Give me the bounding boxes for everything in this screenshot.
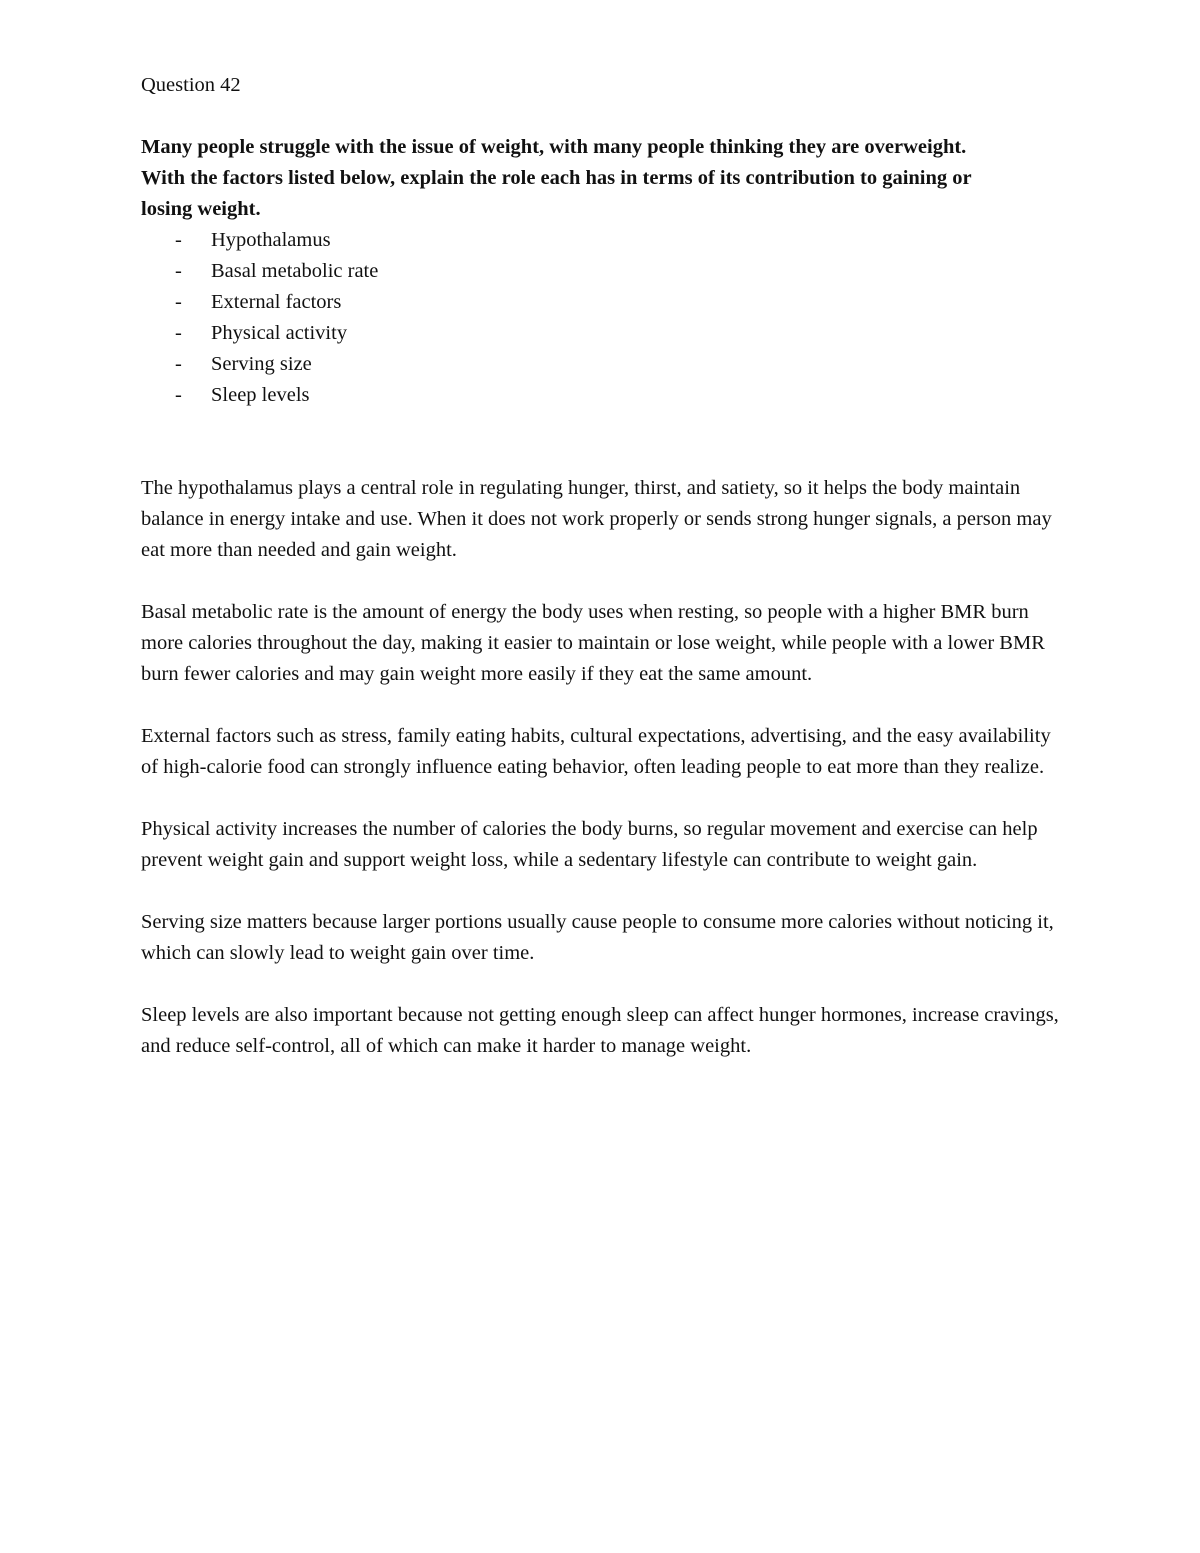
factor-label: Serving size	[211, 353, 312, 375]
factor-item	[141, 318, 1071, 349]
answer-physical-activity: Physical activity increases the number of calories the body burns, so regular movement and exercise can help prevent weight gain and support weight loss, while a sedentary lifestyle can contribute to weight gain.	[141, 818, 1038, 871]
answer-basal-metabolic-rate: Basal metabolic rate is the amount of energy the body uses when resting, so people with a higher BMR burn more calories throughout the day, making it easier to maintain or lose weight, while people with a lower BMR burn fewer calories and may gain weight more easily if they eat the same amount.	[141, 601, 1045, 685]
question-prompt: Many people struggle with the issue of weight, with many people thinking they are overweight. With the factors listed below, explain the role each has in terms of its contribution to gaining or losing weight.	[141, 136, 972, 220]
factor-list	[141, 225, 1071, 411]
dash-bullet: -	[175, 353, 182, 375]
dash-bullet: -	[175, 291, 182, 313]
factor-item	[141, 256, 1071, 287]
factor-label: Basal metabolic rate	[211, 260, 379, 282]
factor-item	[141, 349, 1071, 380]
question-label: Question 42	[141, 74, 241, 96]
factor-label: Physical activity	[211, 322, 348, 344]
dash-bullet: -	[175, 384, 182, 406]
factor-label: External factors	[211, 291, 342, 313]
factor-item	[141, 380, 1071, 411]
factor-label: Sleep levels	[211, 384, 310, 406]
dash-bullet: -	[175, 322, 182, 344]
factor-label: Hypothalamus	[211, 229, 331, 251]
answer-external-factors: External factors such as stress, family eating habits, cultural expectations, advertising, and the easy availability of high-calorie food can strongly influence eating behavior, often leading people to eat more than they realize.	[141, 725, 1051, 778]
answer-serving-size: Serving size matters because larger portions usually cause people to consume more calories without noticing it, which can slowly lead to weight gain over time.	[141, 911, 1054, 964]
dash-bullet: -	[175, 229, 182, 251]
factor-item	[141, 225, 1071, 256]
answer-sleep-levels: Sleep levels are also important because not getting enough sleep can affect hunger hormones, increase cravings, and reduce self-control, all of which can make it harder to manage weight.	[141, 1004, 1059, 1057]
document-body	[141, 70, 1071, 1093]
answer-hypothalamus: The hypothalamus plays a central role in regulating hunger, thirst, and satiety, so it helps the body maintain balance in energy intake and use. When it does not work properly or sends strong hunger signals, a person may eat more than needed and gain weight.	[141, 477, 1052, 561]
dash-bullet: -	[175, 260, 182, 282]
answer-section	[141, 473, 1071, 1062]
factor-item	[141, 287, 1071, 318]
